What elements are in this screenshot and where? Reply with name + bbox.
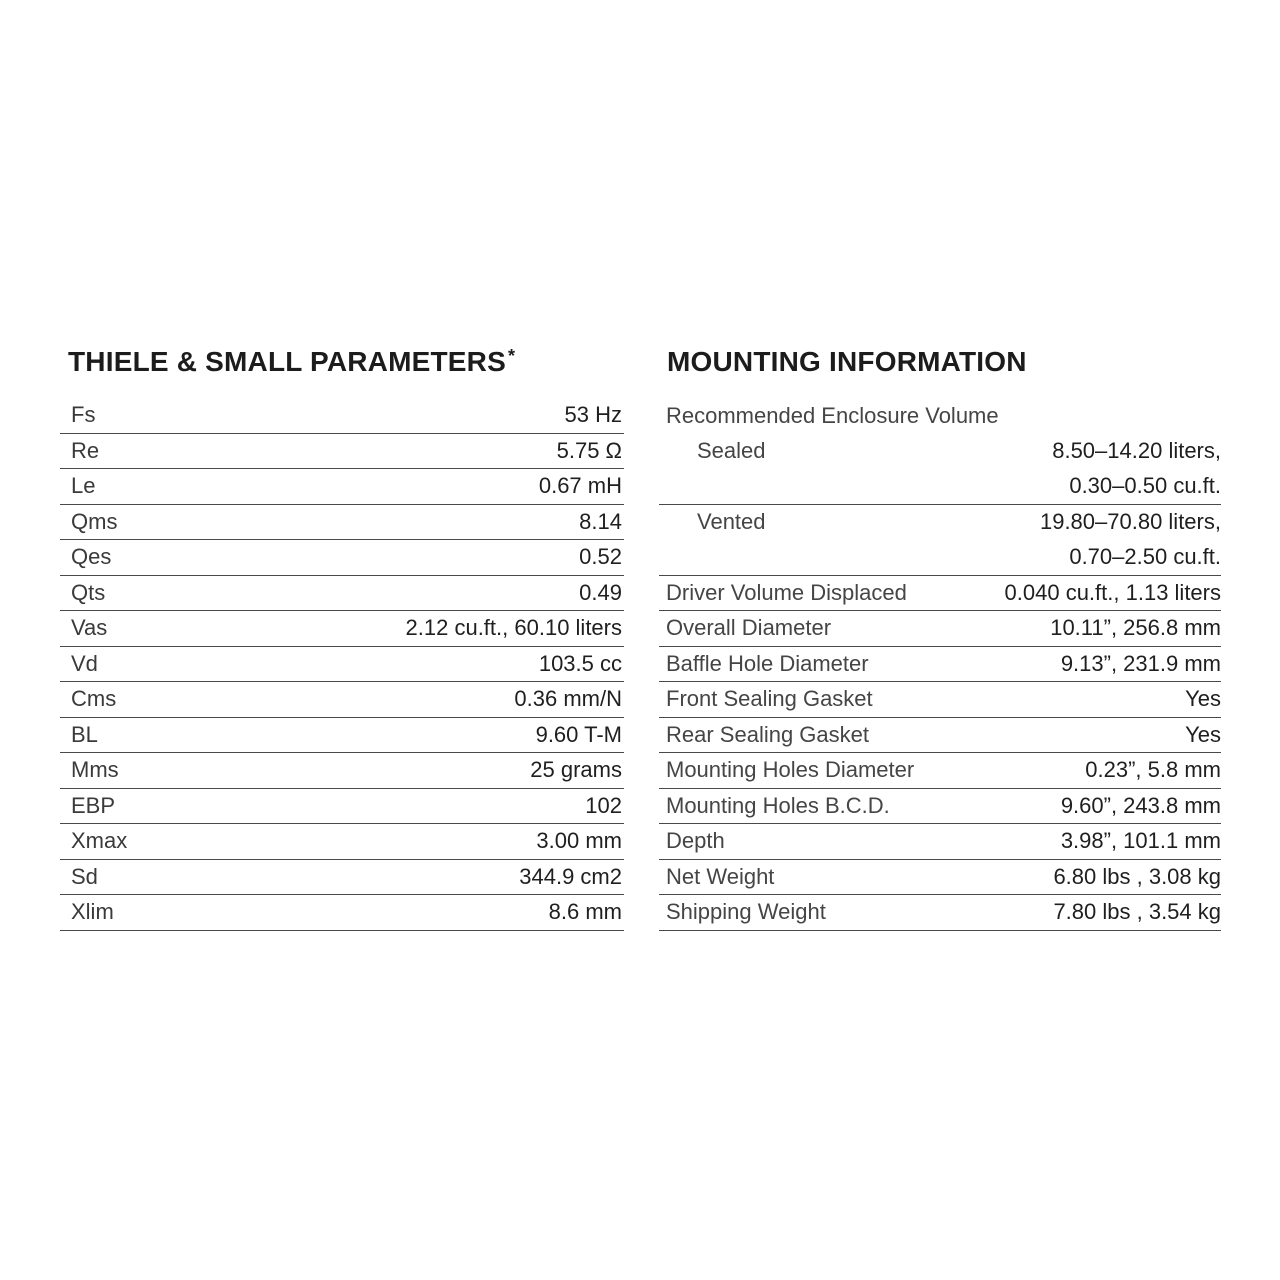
enclosure-volume-row (659, 398, 1221, 434)
param-label: Mms (71, 757, 119, 783)
table-row (60, 789, 624, 825)
param-value: Yes (1185, 686, 1221, 712)
table-row (60, 469, 624, 505)
param-label: Front Sealing Gasket (666, 686, 873, 712)
param-value: 10.11”, 256.8 mm (1050, 615, 1221, 641)
sealed-value-cuft: 0.30–0.50 cu.ft. (1069, 473, 1221, 499)
param-label: Vas (71, 615, 108, 641)
table-row (60, 540, 624, 576)
param-value: 103.5 cc (538, 650, 622, 676)
table-row (60, 647, 624, 683)
param-label: Qts (71, 579, 106, 605)
thiele-small-heading (60, 338, 624, 398)
table-row (659, 789, 1221, 825)
table-row (659, 576, 1221, 612)
enclosure-volume-label: Recommended Enclosure Volume (666, 402, 999, 428)
param-label: Cms (71, 686, 117, 712)
param-label: Le (71, 473, 96, 499)
param-label: Overall Diameter (666, 615, 832, 641)
vented-row (659, 505, 1221, 541)
param-value: 2.12 cu.ft., 60.10 liters (405, 615, 622, 641)
vented-value-cuft: 0.70–2.50 cu.ft. (1069, 544, 1221, 570)
param-value: 3.00 mm (536, 828, 622, 854)
param-label: Qes (71, 544, 112, 570)
param-label: Driver Volume Displaced (666, 579, 907, 605)
param-value: 6.80 lbs , 3.08 kg (1053, 863, 1221, 889)
param-label: Shipping Weight (666, 899, 826, 925)
param-label: Re (71, 437, 100, 463)
footnote-mark: * (507, 346, 516, 366)
sealed-value-liters: 8.50–14.20 liters, (1052, 438, 1221, 464)
table-row (659, 753, 1221, 789)
table-row (659, 718, 1221, 754)
param-label: Fs (71, 402, 96, 428)
mounting-heading: MOUNTING INFORMATION (667, 346, 1027, 377)
param-value: 8.6 mm (548, 899, 622, 925)
param-label: Mounting Holes B.C.D. (666, 792, 890, 818)
param-label: Qms (71, 508, 118, 534)
sealed-row-cont (659, 469, 1221, 505)
table-row (60, 398, 624, 434)
table-row (60, 682, 624, 718)
param-value: 5.75 Ω (556, 437, 622, 463)
param-label: Xmax (71, 828, 128, 854)
param-value: 9.60 T-M (535, 721, 622, 747)
param-label: Vd (71, 650, 98, 676)
param-value: 9.60”, 243.8 mm (1060, 792, 1221, 818)
param-value: 0.040 cu.ft., 1.13 liters (1004, 579, 1221, 605)
mounting-info-table (659, 338, 1221, 931)
table-row (60, 895, 624, 931)
param-label: BL (71, 721, 98, 747)
param-label: EBP (71, 792, 116, 818)
table-row (60, 718, 624, 754)
table-row (60, 753, 624, 789)
param-value: 53 Hz (564, 402, 622, 428)
thiele-small-rows (60, 398, 624, 931)
table-row (659, 860, 1221, 896)
thiele-small-table (60, 338, 624, 931)
vented-label: Vented (697, 509, 766, 535)
sealed-row (659, 434, 1221, 470)
param-value: 344.9 cm2 (519, 863, 622, 889)
param-value: 0.23”, 5.8 mm (1085, 757, 1221, 783)
table-row (60, 505, 624, 541)
param-value: 8.14 (579, 508, 622, 534)
sealed-label: Sealed (697, 438, 766, 464)
param-value: 3.98”, 101.1 mm (1060, 828, 1221, 854)
param-value: 25 grams (530, 757, 622, 783)
table-row (60, 434, 624, 470)
table-row (659, 682, 1221, 718)
param-label: Sd (71, 863, 98, 889)
param-label: Depth (666, 828, 725, 854)
param-label: Baffle Hole Diameter (666, 650, 869, 676)
param-value: 0.67 mH (538, 473, 622, 499)
table-row (60, 611, 624, 647)
param-value: 0.36 mm/N (514, 686, 622, 712)
param-label: Mounting Holes Diameter (666, 757, 915, 783)
param-value: 0.52 (579, 544, 622, 570)
table-row (659, 647, 1221, 683)
param-label: Xlim (71, 899, 114, 925)
param-value: 0.49 (579, 579, 622, 605)
param-value: 9.13”, 231.9 mm (1060, 650, 1221, 676)
table-row (659, 824, 1221, 860)
param-label: Rear Sealing Gasket (666, 721, 869, 747)
vented-value-liters: 19.80–70.80 liters, (1039, 509, 1221, 535)
vented-row-cont (659, 540, 1221, 576)
param-value: Yes (1185, 721, 1221, 747)
param-label: Net Weight (666, 863, 775, 889)
param-value: 102 (585, 792, 622, 818)
table-row (659, 895, 1221, 931)
table-row (659, 611, 1221, 647)
mounting-rows (659, 576, 1221, 931)
param-value: 7.80 lbs , 3.54 kg (1053, 899, 1221, 925)
thiele-small-title: THIELE & SMALL PARAMETERS (68, 346, 506, 377)
table-row (60, 576, 624, 612)
table-row (60, 860, 624, 896)
table-row (60, 824, 624, 860)
